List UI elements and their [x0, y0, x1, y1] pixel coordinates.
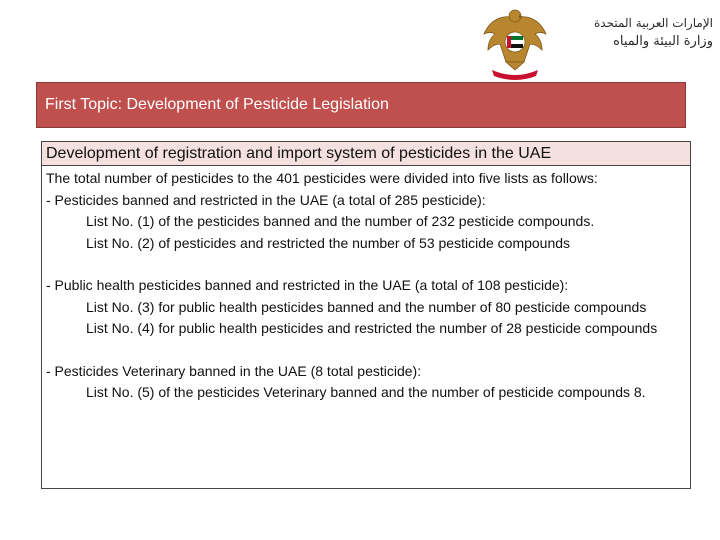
section-heading: - Pesticides Veterinary banned in the UAE (8 total pesticide):	[46, 362, 422, 379]
list-item: List No. (1) of the pesticides banned and the number of 232 pesticide compounds.	[86, 213, 595, 229]
ministry-country-text: الإمارات العربية المتحدة	[594, 16, 713, 30]
intro-paragraph: The total number of pesticides to the 401 pesticides were divided into five lists as follows:	[46, 170, 598, 186]
list-item: List No. (4) for public health pesticides and restricted the number of 28 pesticide compounds	[86, 320, 658, 336]
header-logo	[470, 4, 720, 82]
spacer	[46, 254, 686, 275]
ministry-title-text: وزارة البيئة والمياه	[613, 34, 713, 49]
section-heading: - Public health pesticides banned and restricted in the UAE (a total of 108 pesticide):	[46, 277, 569, 293]
content-box	[41, 141, 691, 489]
list-item: List No. (2) of pesticides and restricted the number of 53 pesticide compounds	[86, 234, 571, 251]
uae-emblem-icon	[478, 4, 552, 82]
topic-bar	[36, 82, 686, 128]
ministry-name	[558, 14, 713, 52]
list-item: List No. (5) of the pesticides Veterinary banned and the number of pesticide compounds 8.	[86, 384, 646, 400]
content-body	[42, 166, 690, 404]
content-title: Development of registration and import system of pesticides in the UAE	[42, 142, 690, 166]
list-item: List No. (3) for public health pesticides banned and the number of 80 pesticide compounds	[86, 298, 647, 315]
topic-title: First Topic: Development of Pesticide Legislation	[45, 96, 389, 113]
spacer	[46, 340, 686, 361]
section-heading: - Pesticides banned and restricted in the UAE (a total of 285 pesticide):	[46, 191, 486, 208]
